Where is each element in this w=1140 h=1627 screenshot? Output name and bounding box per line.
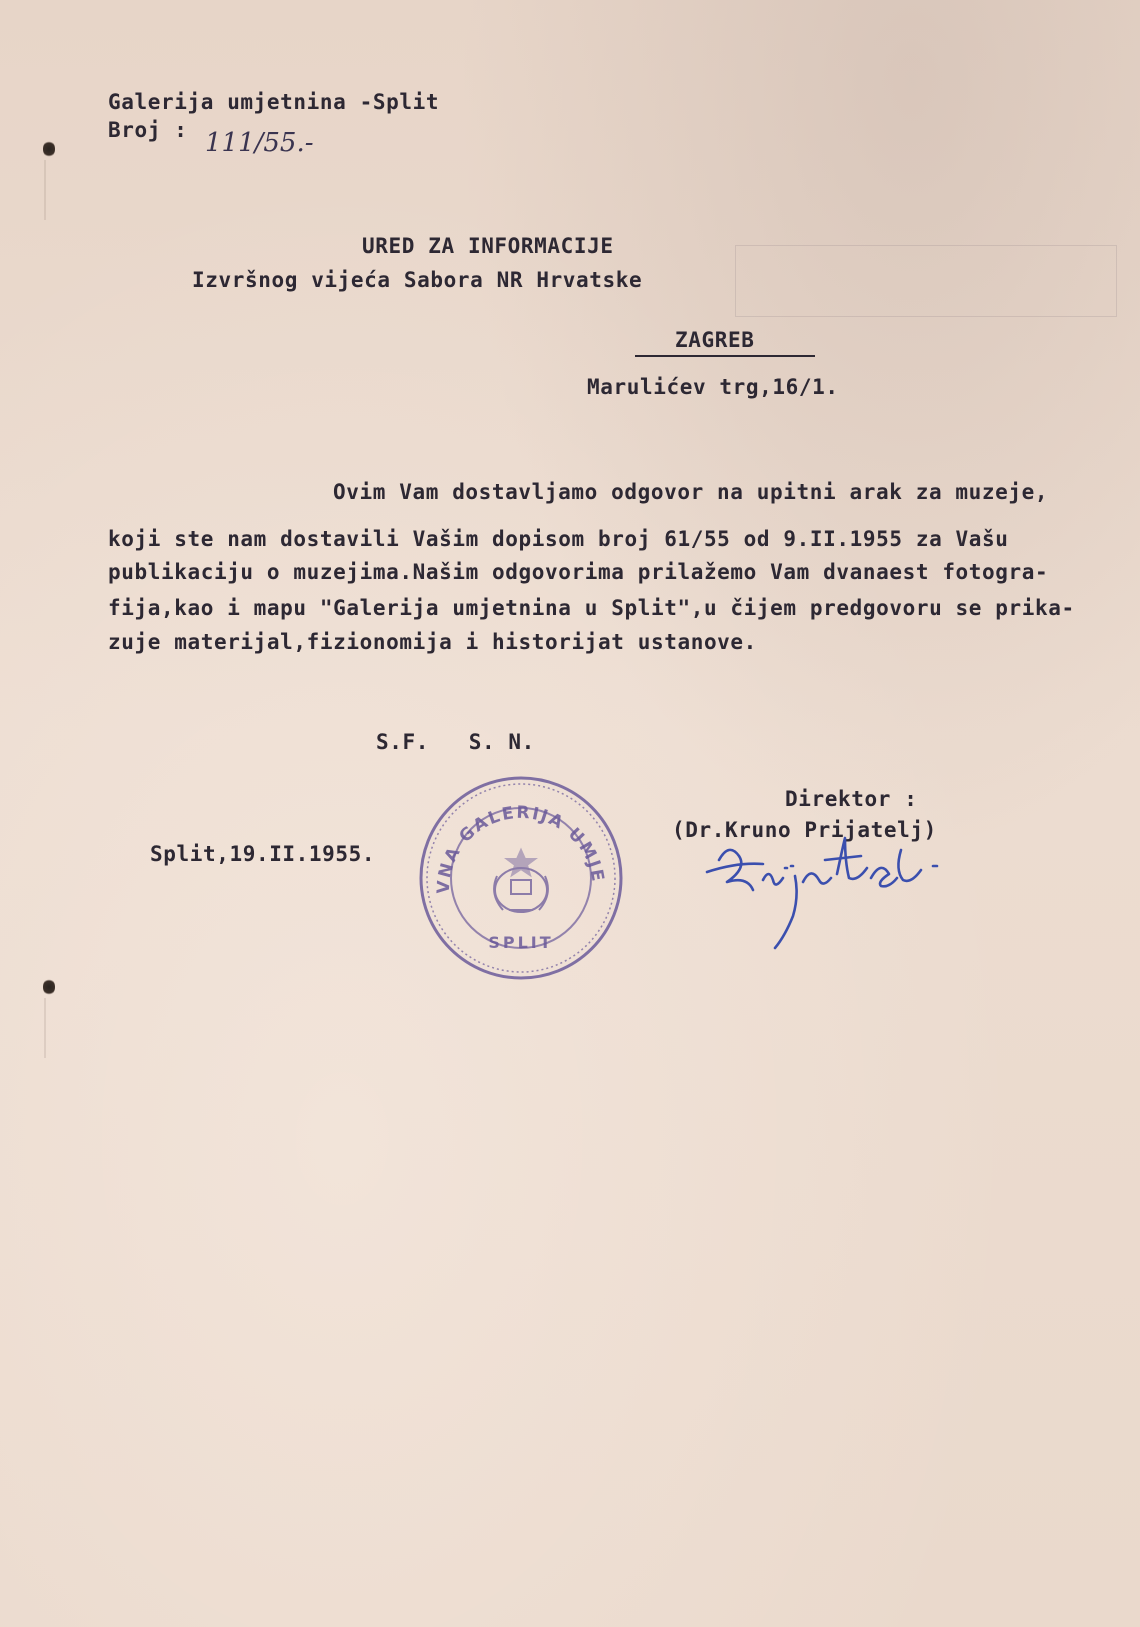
handwritten-reference-number: 111/55.- xyxy=(205,128,314,158)
director-name: (Dr.Kruno Prijatelj) xyxy=(672,818,937,842)
recipient-address: Marulićev trg,16/1. xyxy=(587,375,839,399)
official-stamp xyxy=(415,772,627,984)
body-line: publikaciju o muzejima.Našim odgovorima prilažemo Vam dvanaest fotogra- xyxy=(108,560,1049,584)
handwritten-signature xyxy=(705,830,965,960)
coat-of-arms-icon xyxy=(494,850,548,912)
stamp-bottom-text: SPLIT xyxy=(488,933,554,952)
stamp-arc-text: VNA GALERIJA UMJE xyxy=(433,802,608,895)
recipient-council: Izvršnog vijeća Sabora NR Hrvatske xyxy=(192,268,643,292)
punch-hole-top xyxy=(43,140,55,158)
body-line: Ovim Vam dostavljamo odgovor na upitni arak za muzeje, xyxy=(333,480,1049,504)
place-date: Split,19.II.1955. xyxy=(150,842,376,866)
page-crease xyxy=(44,160,46,220)
number-label: Broj : xyxy=(108,118,188,142)
city-underline xyxy=(635,355,815,357)
body-line: zuje materijal,fizionomija i historijat ustanove. xyxy=(108,630,757,654)
recipient-office: URED ZA INFORMACIJE xyxy=(362,234,614,258)
recipient-city: ZAGREB xyxy=(675,328,755,352)
body-line: koji ste nam dostavili Vašim dopisom broj 61/55 od 9.II.1955 za Vašu xyxy=(108,527,1009,551)
page-crease xyxy=(44,998,46,1058)
salutation: S.F. S. N. xyxy=(376,730,535,754)
faint-watermark-box xyxy=(735,245,1117,317)
punch-hole-bottom xyxy=(43,978,55,996)
institution-name: Galerija umjetnina -Split xyxy=(108,90,440,114)
body-line: fija,kao i mapu "Galerija umjetnina u Split",u čijem predgovoru se prika- xyxy=(108,596,1075,620)
director-title: Direktor : xyxy=(785,787,918,811)
